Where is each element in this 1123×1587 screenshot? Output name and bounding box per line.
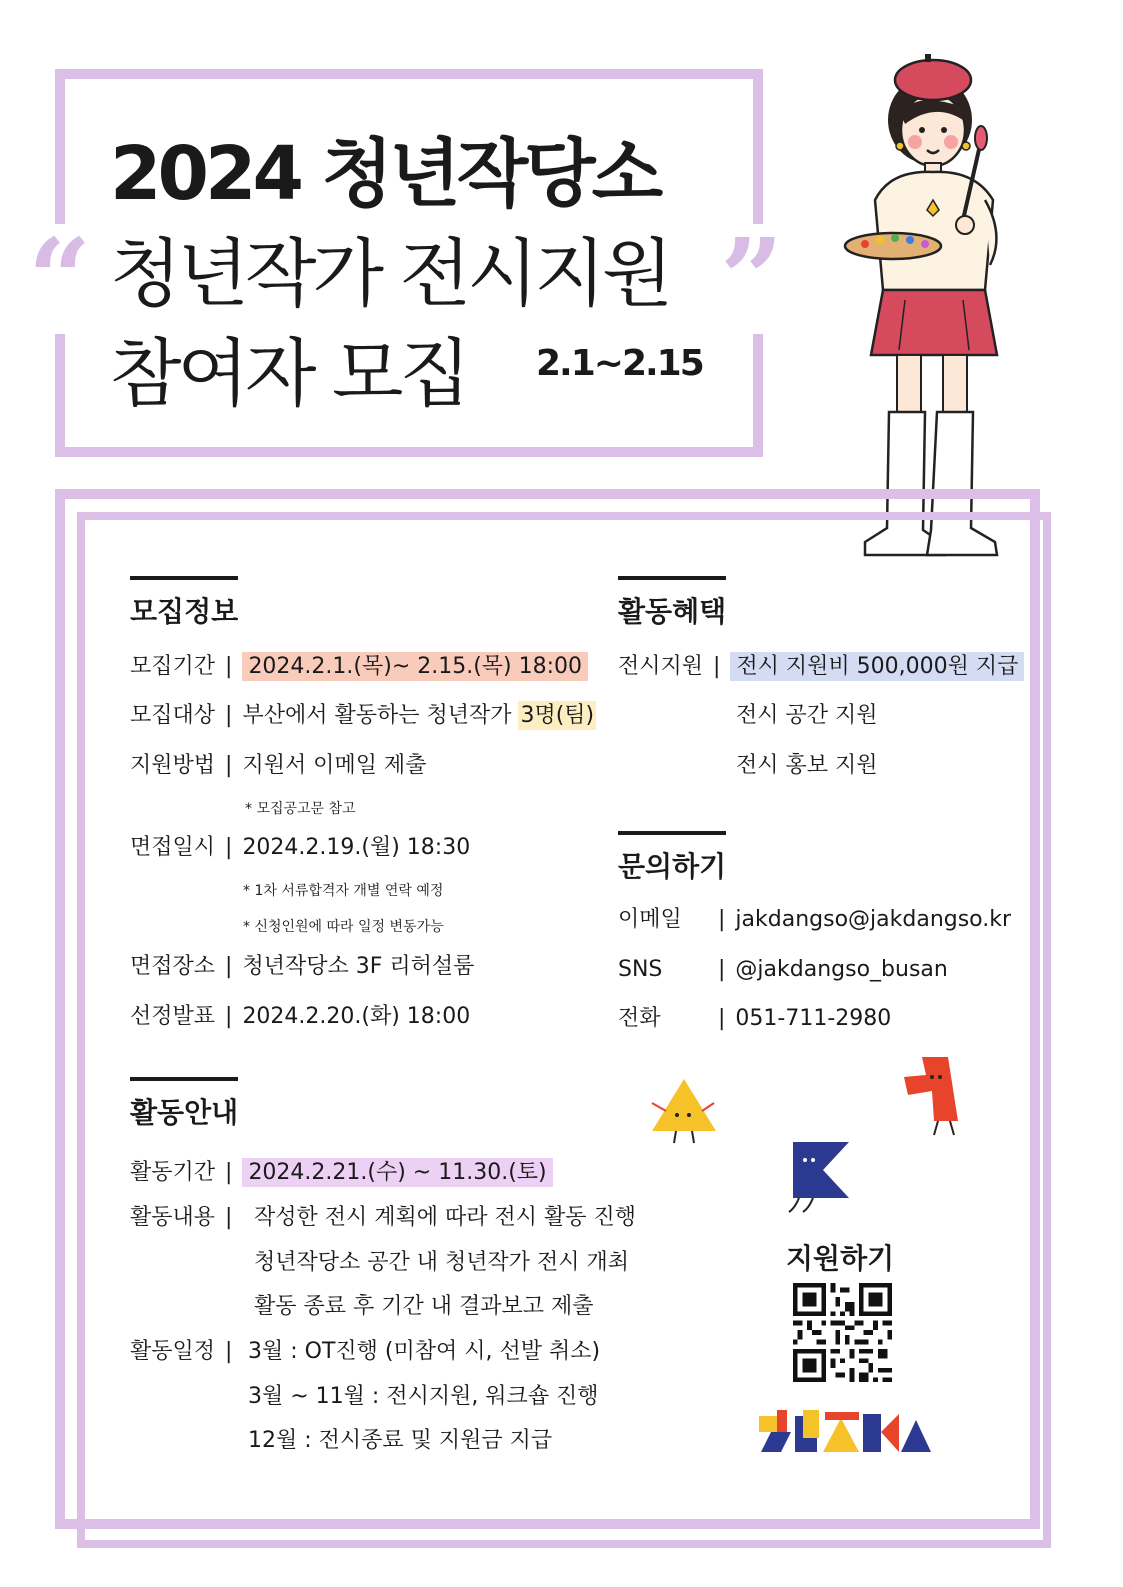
- separator: |: [225, 1160, 233, 1185]
- separator: |: [225, 835, 233, 860]
- recruit-info-heading: 모집정보: [130, 576, 238, 630]
- interview-date-row: [130, 837, 470, 859]
- interview-place-row: [130, 956, 474, 978]
- separator: |: [718, 907, 726, 932]
- red-shape-mascot: [902, 1055, 964, 1139]
- title-line-1: 2024 청년작당소: [110, 131, 660, 217]
- yellow-triangle-mascot: [648, 1075, 720, 1145]
- contact-heading: 문의하기: [618, 831, 726, 885]
- interview-place-value: 청년작당소 3F 리허설룸: [242, 954, 475, 979]
- contact-sns-row: [618, 959, 948, 981]
- separator: |: [225, 1004, 233, 1029]
- apply-method-label: 지원방법: [130, 753, 216, 778]
- open-quote-mark: “: [22, 224, 97, 334]
- separator: |: [225, 1205, 233, 1230]
- activity-period-row: [130, 1162, 553, 1184]
- activity-schedule-label: 활동일정: [130, 1339, 216, 1364]
- separator: |: [713, 654, 721, 679]
- activity-content-label: 활동내용: [130, 1205, 216, 1230]
- contact-phone-row: [618, 1008, 891, 1030]
- benefits-heading: 활동혜택: [618, 576, 726, 630]
- apply-qr-code[interactable]: [793, 1283, 892, 1382]
- contact-phone-label: 전화: [618, 1006, 661, 1031]
- separator: |: [225, 654, 233, 679]
- recruit-date-range: 2.1~2.15: [536, 343, 703, 384]
- contact-sns-label: SNS: [618, 957, 663, 982]
- activity-schedule-line: 3월 : OT진행 (미참여 시, 선발 취소): [248, 1339, 601, 1364]
- contact-email-link[interactable]: jakdangso@jakdangso.kr: [735, 907, 1012, 932]
- apply-method-row: [130, 755, 426, 777]
- benefits-label: 전시지원: [618, 654, 704, 679]
- interview-note-1: * 1차 서류합격자 개별 연락 예정: [243, 883, 444, 899]
- jakdangso-logo: [757, 1408, 933, 1454]
- recruit-period-value: 2024.2.1.(목)~ 2.15.(목) 18:00: [242, 652, 588, 681]
- activity-heading: 활동안내: [130, 1077, 238, 1131]
- recruit-target-value: 부산에서 활동하는 청년작가: [242, 703, 519, 728]
- activity-content-row: [130, 1207, 242, 1229]
- apply-label: 지원하기: [786, 1242, 895, 1275]
- announcement-value: 2024.2.20.(화) 18:00: [242, 1004, 471, 1029]
- contact-email-label: 이메일: [618, 907, 682, 932]
- recruit-period-label: 모집기간: [130, 654, 216, 679]
- interview-place-label: 면접장소: [130, 954, 216, 979]
- activity-content-line: 청년작당소 공간 내 청년작가 전시 개최: [254, 1250, 629, 1275]
- separator: |: [225, 1339, 233, 1364]
- benefits-row: [618, 656, 1024, 678]
- announcement-label: 선정발표: [130, 1004, 216, 1029]
- title-line-2: 청년작가 전시지원: [110, 231, 670, 317]
- separator: |: [225, 703, 233, 728]
- close-quote-mark: ”: [714, 224, 789, 334]
- activity-schedule-row: [130, 1341, 242, 1363]
- title-line-3: 참여자 모집: [110, 331, 467, 417]
- apply-method-note: * 모집공고문 참고: [245, 801, 356, 817]
- activity-content-line: 작성한 전시 계획에 따라 전시 활동 진행: [254, 1205, 636, 1230]
- benefit-item: 전시 공간 지원: [736, 703, 878, 728]
- apply-method-value: 지원서 이메일 제출: [242, 753, 427, 778]
- interview-date-label: 면접일시: [130, 835, 216, 860]
- announcement-row: [130, 1006, 470, 1028]
- navy-k-mascot: [785, 1140, 851, 1216]
- interview-date-value: 2024.2.19.(월) 18:30: [242, 835, 471, 860]
- activity-schedule-line: 3월 ~ 11월 : 전시지원, 워크숍 진행: [248, 1384, 599, 1409]
- benefit-item: 전시 홍보 지원: [736, 753, 878, 778]
- separator: |: [225, 753, 233, 778]
- contact-email-row: [618, 909, 1011, 931]
- recruit-target-row: [130, 705, 596, 727]
- interview-note-2: * 신청인원에 따라 일정 변동가능: [243, 919, 444, 935]
- contact-phone-link[interactable]: 051-711-2980: [735, 1006, 892, 1031]
- separator: |: [718, 1006, 726, 1031]
- separator: |: [718, 957, 726, 982]
- separator: |: [225, 954, 233, 979]
- recruit-target-label: 모집대상: [130, 703, 216, 728]
- activity-content-line: 활동 종료 후 기간 내 결과보고 제출: [254, 1294, 594, 1319]
- contact-sns-link[interactable]: @jakdangso_busan: [735, 957, 948, 982]
- benefit-item: 전시 지원비 500,000원 지급: [730, 652, 1024, 681]
- artist-girl-illustration: [835, 50, 1015, 560]
- recruit-target-count: 3명(팀): [520, 703, 595, 728]
- activity-schedule-line: 12월 : 전시종료 및 지원금 지급: [248, 1428, 553, 1453]
- activity-period-value: 2024.2.21.(수) ~ 11.30.(토): [242, 1158, 552, 1187]
- activity-period-label: 활동기간: [130, 1160, 216, 1185]
- recruit-period-row: [130, 656, 588, 678]
